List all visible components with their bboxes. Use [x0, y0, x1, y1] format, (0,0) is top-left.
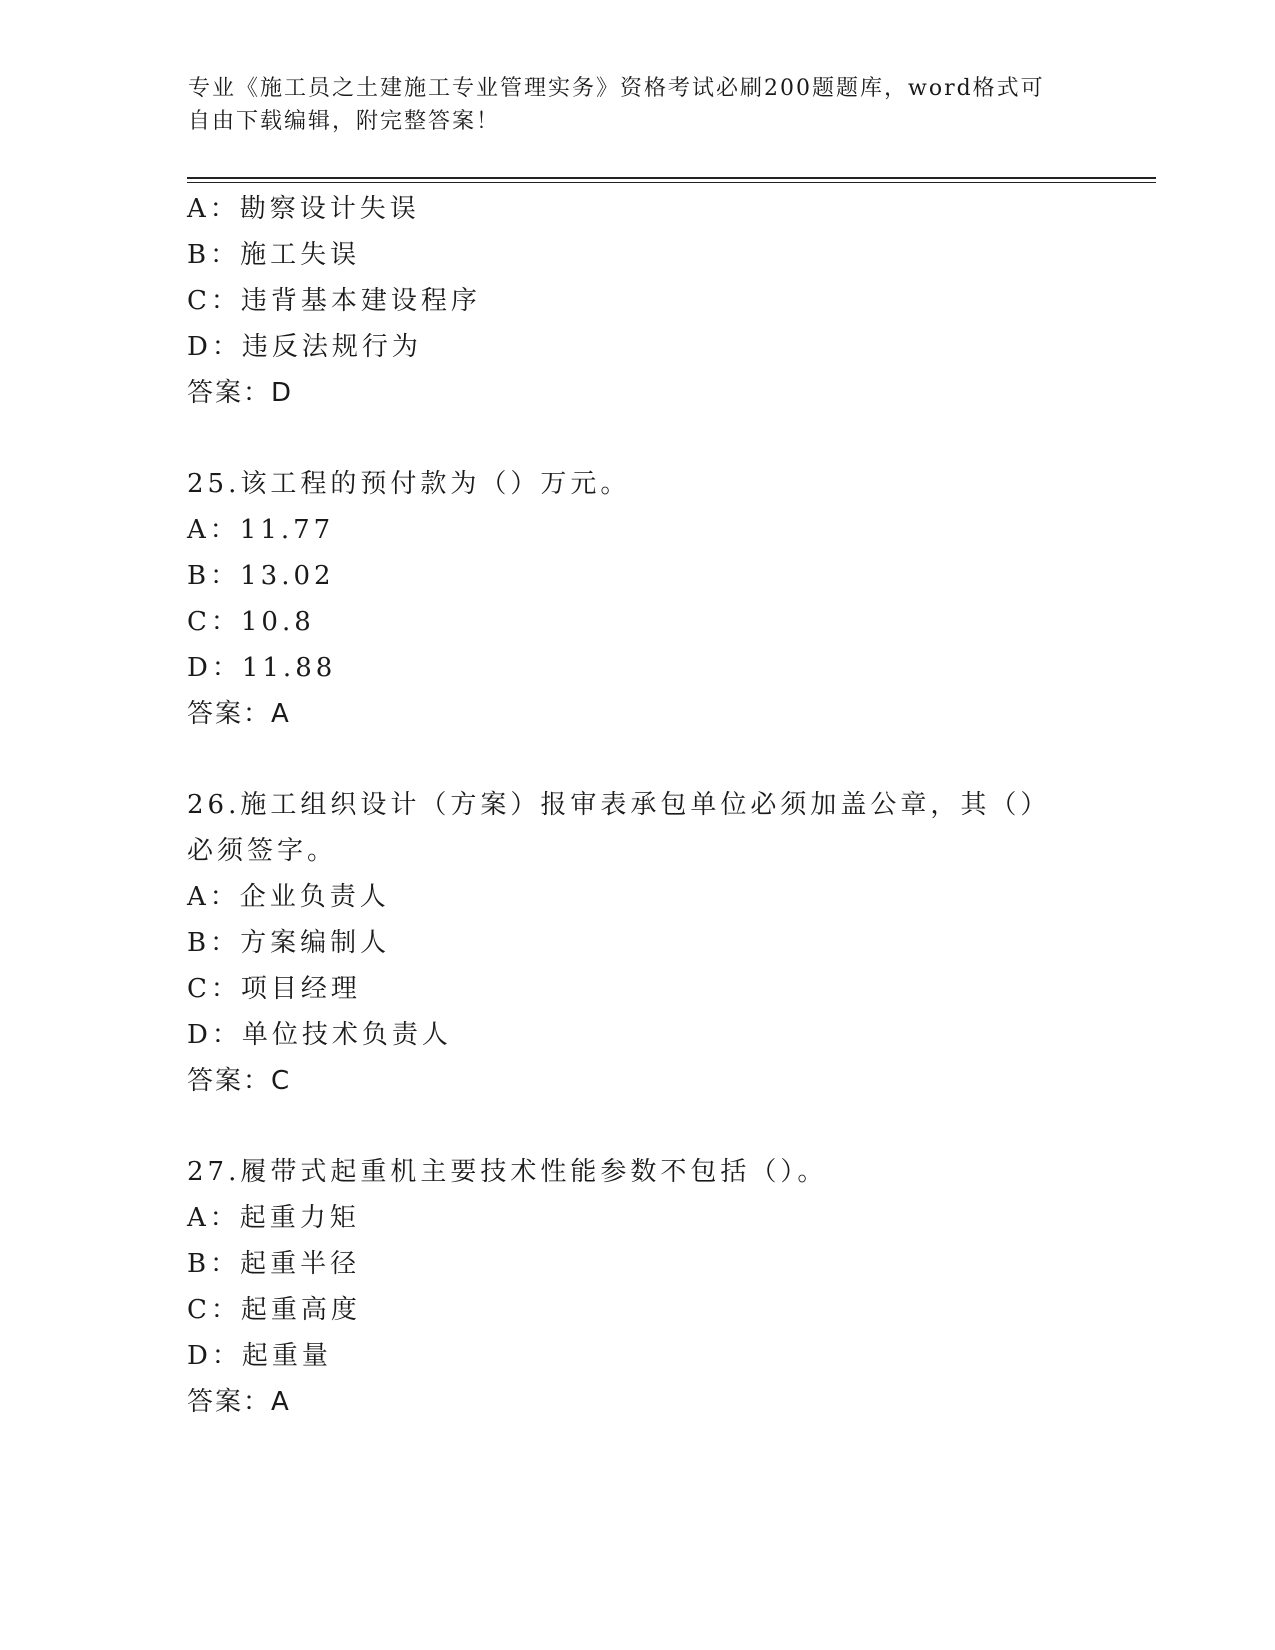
answer: 答案：D: [187, 378, 294, 408]
question-27: [187, 1149, 1087, 1425]
option-c: C：起重高度: [187, 1295, 361, 1325]
option-d: D：违反法规行为: [187, 332, 422, 362]
option-b: B：方案编制人: [187, 928, 391, 958]
option-a: A：11.77: [187, 515, 335, 545]
option-b: B：起重半径: [187, 1249, 361, 1279]
answer: 答案：A: [187, 699, 291, 729]
option-a: A：企业负责人: [187, 882, 390, 912]
question-partial: [187, 186, 1087, 416]
option-b: B：13.02: [187, 561, 335, 591]
document-header: 专业《施工员之土建施工专业管理实务》资格考试必刷200题题库，word格式可自由下载编辑，附完整答案！: [188, 76, 1045, 134]
option-a: A：勘察设计失误: [187, 194, 420, 224]
header-divider: [187, 177, 1156, 179]
option-c: C：10.8: [187, 607, 315, 637]
question-26: [187, 782, 1087, 1104]
question-stem: 25.该工程的预付款为（）万元。: [187, 469, 631, 499]
option-d: D：起重量: [187, 1341, 332, 1371]
header-divider-thin: [187, 182, 1156, 183]
question-list: [187, 186, 1087, 1425]
option-d: D：11.88: [187, 653, 337, 683]
option-c: C：项目经理: [187, 974, 361, 1004]
question-stem: 26.施工组织设计（方案）报审表承包单位必须加盖公章，其（）必须签字。: [187, 790, 1051, 866]
answer: 答案：A: [187, 1387, 291, 1417]
answer: 答案：C: [187, 1066, 292, 1096]
option-c: C：违背基本建设程序: [187, 286, 481, 316]
option-d: D：单位技术负责人: [187, 1020, 452, 1050]
question-stem: 27.履带式起重机主要技术性能参数不包括（）。: [187, 1157, 828, 1187]
question-25: [187, 461, 1087, 737]
option-a: A：起重力矩: [187, 1203, 360, 1233]
option-b: B：施工失误: [187, 240, 361, 270]
